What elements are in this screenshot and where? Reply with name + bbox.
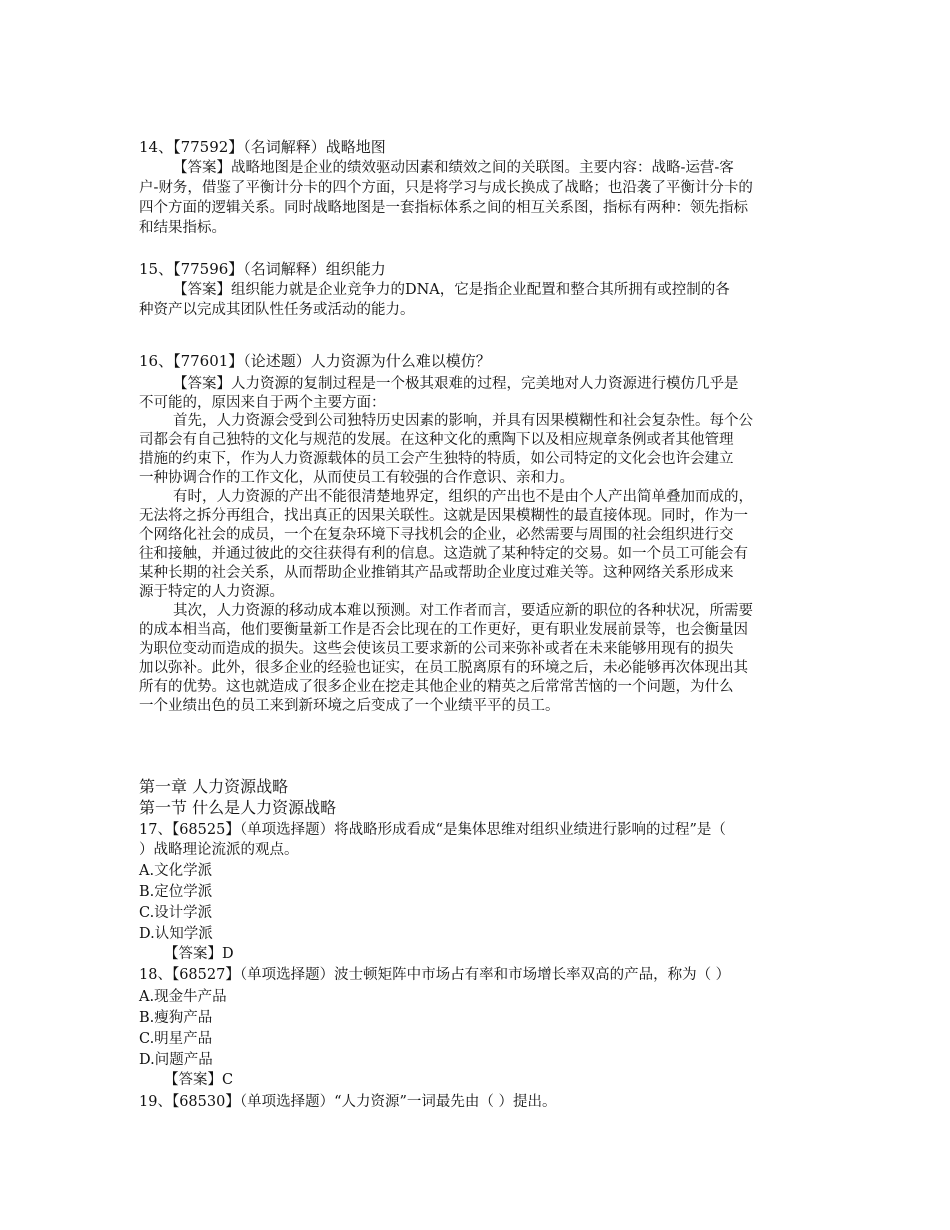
question-18-option: C.明星产品 (139, 1031, 213, 1047)
question-16-answer-line: 不可能的，原因来自于两个主要方面： (139, 395, 386, 411)
question-16-answer-line: 其次，人力资源的移动成本难以预测。对工作者而言，要适应新的职位的各种状况，所需要 (173, 603, 753, 619)
question-17-title: 17、【68525】（单项选择题）将战略形成看成“是集体思维对组织业绩进行影响的过程”是（ (139, 822, 726, 838)
chapter-heading: 第一章 人力资源战略 (139, 777, 289, 796)
question-16-answer-line: 一种协调合作的工作文化，从而使员工有较强的合作意识、亲和力。 (139, 470, 574, 486)
question-15-answer-line: 【答案】组织能力就是企业竞争力的DNA，它是指企业配置和整合其所拥有或控制的各 (173, 282, 730, 298)
question-18-option: B.瘦狗产品 (139, 1010, 213, 1026)
question-16-answer-line: 首先，人力资源会受到公司独特历史因素的影响，并具有因果模糊性和社会复杂性。每个公 (173, 413, 753, 429)
question-18-option: A.现金牛产品 (139, 989, 227, 1005)
question-16-answer-line: 加以弥补。此外，很多企业的经验也证实，在员工脱离原有的环境之后，未必能够再次体现出其 (139, 660, 748, 676)
question-17-option: D.认知学派 (139, 926, 213, 942)
question-14-title: 14、【77592】（名词解释）战略地图 (139, 138, 386, 156)
question-16-answer-line: 有时，人力资源的产出不能很清楚地界定，组织的产出也不是由个人产出简单叠加而成的， (173, 489, 753, 505)
question-16-title: 16、【77601】（论述题）人力资源为什么难以模仿？ (139, 352, 491, 370)
question-16-answer-line: 【答案】人力资源的复制过程是一个极其艰难的过程，完美地对人力资源进行模仿几乎是 (173, 376, 739, 392)
question-19-title: 19、【68530】（单项选择题）“人力资源”一词最先由（ ）提出。 (139, 1094, 557, 1110)
question-14-answer-line: 【答案】战略地图是企业的绩效驱动因素和绩效之间的关联图。主要内容：战略-运营-客 (173, 160, 734, 176)
question-17-option: A.文化学派 (139, 863, 213, 879)
question-15-answer-line: 种资产以完成其团队性任务或活动的能力。 (139, 302, 415, 318)
question-17-option: C.设计学派 (139, 905, 213, 921)
question-17-option: B.定位学派 (139, 884, 213, 900)
question-15-title: 15、【77596】（名词解释）组织能力 (139, 260, 386, 278)
question-16-answer-line: 无法将之拆分再组合，找出真正的因果关联性。这就是因果模糊性的最直接体现。同时，作为一 (139, 508, 748, 524)
question-16-answer-line: 往和接触，并通过彼此的交往获得有利的信息。这造就了某种特定的交易。如一个员工可能会有 (139, 546, 748, 562)
question-18-title: 18、【68527】（单项选择题）波士顿矩阵中市场占有率和市场增长率双高的产品，称为（ ） (139, 967, 731, 983)
question-16-answer-line: 所有的优势。这也就造成了很多企业在挖走其他企业的精英之后常常苦恼的一个问题，为什么 (139, 679, 734, 695)
question-14-answer-line: 户-财务，借鉴了平衡计分卡的四个方面，只是将学习与成长换成了战略；也沿袭了平衡计分卡的 (139, 180, 753, 196)
question-18-answer: 【答案】C (164, 1072, 234, 1088)
section-heading: 第一节 什么是人力资源战略 (139, 798, 337, 817)
question-14-answer-line: 和结果指标。 (139, 220, 226, 236)
question-16-answer-line: 为职位变动而造成的损失。这些会使该员工要求新的公司来弥补或者在未来能够用现有的损失 (139, 641, 734, 657)
question-16-answer-line: 司都会有自己独特的文化与规范的发展。在这种文化的熏陶下以及相应规章条例或者其他管理 (139, 432, 734, 448)
question-16-answer-line: 源于特定的人力资源。 (139, 584, 284, 600)
question-14-answer-line: 四个方面的逻辑关系。同时战略地图是一套指标体系之间的相互关系图，指标有两种：领先指标 (139, 200, 748, 216)
question-16-answer-line: 措施的约束下，作为人力资源载体的员工会产生独特的特质，如公司特定的文化会也许会建立 (139, 451, 734, 467)
question-16-answer-line: 某种长期的社会关系，从而帮助企业推销其产品或帮助企业度过难关等。这种网络关系形成来 (139, 565, 734, 581)
question-16-answer-line: 个网络化社会的成员，一个在复杂环境下寻找机会的企业，必然需要与周围的社会组织进行交 (139, 527, 734, 543)
question-17-title-continued: ）战略理论流派的观点。 (139, 842, 299, 858)
question-16-answer-line: 一个业绩出色的员工来到新环境之后变成了一个业绩平平的员工。 (139, 698, 560, 714)
question-18-option: D.问题产品 (139, 1052, 213, 1068)
question-16-answer-line: 的成本相当高，他们要衡量新工作是否会比现在的工作更好，更有职业发展前景等，也会衡量因 (139, 622, 748, 638)
question-17-answer: 【答案】D (164, 946, 234, 962)
